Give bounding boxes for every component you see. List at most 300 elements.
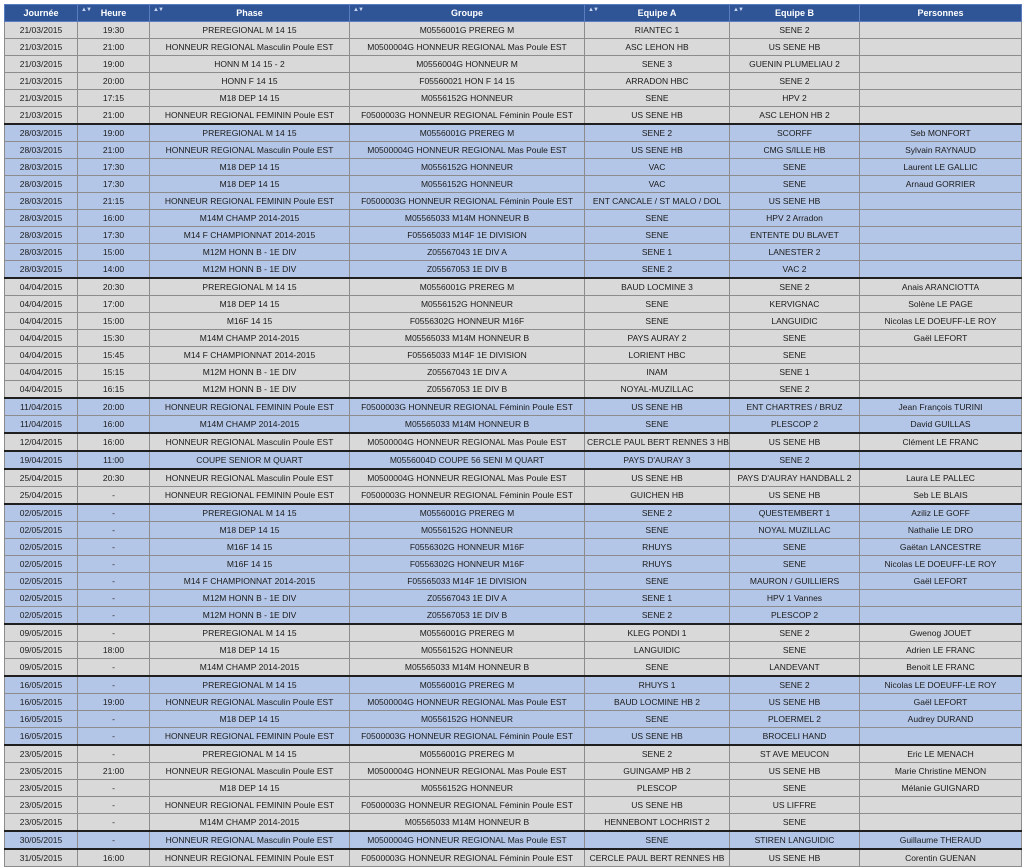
cell-equipe-b[interactable]: CMG S/ILLE HB <box>730 142 860 159</box>
table-row[interactable] <box>5 227 1022 244</box>
cell-phase[interactable]: M18 DEP 14 15 <box>150 642 350 659</box>
cell-heure[interactable]: 21:00 <box>78 763 150 780</box>
cell-journee[interactable]: 04/04/2015 <box>5 364 78 381</box>
cell-equipe-a[interactable]: RHUYS <box>585 539 730 556</box>
cell-journee[interactable]: 04/04/2015 <box>5 381 78 399</box>
cell-personnes[interactable]: Adrien LE FRANC <box>860 642 1022 659</box>
cell-personnes[interactable]: David GUILLAS <box>860 416 1022 434</box>
cell-equipe-b[interactable]: SENE 2 <box>730 73 860 90</box>
cell-equipe-b[interactable]: LANDEVANT <box>730 659 860 677</box>
cell-heure[interactable]: 19:30 <box>78 22 150 39</box>
cell-groupe[interactable]: F05565033 M14F 1E DIVISION <box>350 573 585 590</box>
table-row[interactable] <box>5 278 1022 296</box>
cell-equipe-a[interactable]: KLEG PONDI 1 <box>585 624 730 642</box>
cell-phase[interactable]: M16F 14 15 <box>150 556 350 573</box>
cell-heure[interactable]: - <box>78 607 150 625</box>
cell-journee[interactable]: 23/05/2015 <box>5 745 78 763</box>
cell-groupe[interactable]: M0556001G PREREG M <box>350 745 585 763</box>
cell-groupe[interactable]: Z05567043 1E DIV A <box>350 244 585 261</box>
table-row[interactable] <box>5 296 1022 313</box>
cell-journee[interactable]: 21/03/2015 <box>5 90 78 107</box>
cell-journee[interactable]: 04/04/2015 <box>5 296 78 313</box>
cell-heure[interactable]: 20:30 <box>78 469 150 487</box>
cell-equipe-b[interactable]: US SENE HB <box>730 487 860 505</box>
cell-journee[interactable]: 12/04/2015 <box>5 433 78 451</box>
cell-equipe-b[interactable]: PLESCOP 2 <box>730 607 860 625</box>
cell-heure[interactable]: - <box>78 573 150 590</box>
cell-personnes[interactable]: Clément LE FRANC <box>860 433 1022 451</box>
table-row[interactable] <box>5 624 1022 642</box>
table-row[interactable] <box>5 159 1022 176</box>
cell-groupe[interactable]: F0500003G HONNEUR REGIONAL Féminin Poule EST <box>350 728 585 746</box>
cell-personnes[interactable]: Corentin GUENAN <box>860 849 1022 867</box>
cell-equipe-a[interactable]: SENE <box>585 416 730 434</box>
table-row[interactable] <box>5 364 1022 381</box>
header-journee[interactable]: Journée <box>5 5 78 22</box>
cell-equipe-a[interactable]: LANGUIDIC <box>585 642 730 659</box>
cell-journee[interactable]: 02/05/2015 <box>5 522 78 539</box>
cell-groupe[interactable]: Z05567053 1E DIV B <box>350 607 585 625</box>
cell-equipe-a[interactable]: US SENE HB <box>585 398 730 416</box>
cell-heure[interactable]: - <box>78 728 150 746</box>
cell-groupe[interactable]: M0500004G HONNEUR REGIONAL Mas Poule EST <box>350 694 585 711</box>
header-equipe-a[interactable]: ▲▼ Equipe A <box>585 5 730 22</box>
cell-personnes[interactable] <box>860 814 1022 832</box>
table-row[interactable] <box>5 469 1022 487</box>
cell-equipe-a[interactable]: SENE 2 <box>585 745 730 763</box>
table-row[interactable] <box>5 313 1022 330</box>
cell-equipe-a[interactable]: SENE 1 <box>585 590 730 607</box>
table-row[interactable] <box>5 22 1022 39</box>
cell-equipe-b[interactable]: STIREN LANGUIDIC <box>730 831 860 849</box>
cell-groupe[interactable]: M0556152G HONNEUR <box>350 522 585 539</box>
cell-journee[interactable]: 28/03/2015 <box>5 193 78 210</box>
cell-phase[interactable]: M12M HONN B - 1E DIV <box>150 607 350 625</box>
cell-journee[interactable]: 28/03/2015 <box>5 124 78 142</box>
cell-groupe[interactable]: F0500003G HONNEUR REGIONAL Féminin Poule EST <box>350 107 585 125</box>
cell-equipe-b[interactable]: HPV 2 <box>730 90 860 107</box>
cell-personnes[interactable] <box>860 210 1022 227</box>
cell-journee[interactable]: 19/04/2015 <box>5 451 78 469</box>
cell-equipe-a[interactable]: GUINGAMP HB 2 <box>585 763 730 780</box>
cell-groupe[interactable]: Z05567043 1E DIV A <box>350 590 585 607</box>
cell-equipe-a[interactable]: PAYS AURAY 2 <box>585 330 730 347</box>
cell-groupe[interactable]: M05565033 M14M HONNEUR B <box>350 659 585 677</box>
cell-personnes[interactable] <box>860 261 1022 279</box>
cell-phase[interactable]: PREREGIONAL M 14 15 <box>150 624 350 642</box>
cell-phase[interactable]: M18 DEP 14 15 <box>150 176 350 193</box>
header-personnes[interactable]: Personnes <box>860 5 1022 22</box>
header-phase[interactable]: ▲▼ Phase <box>150 5 350 22</box>
cell-personnes[interactable] <box>860 590 1022 607</box>
cell-equipe-b[interactable]: HPV 2 Arradon <box>730 210 860 227</box>
cell-journee[interactable]: 25/04/2015 <box>5 487 78 505</box>
cell-heure[interactable]: 17:15 <box>78 90 150 107</box>
cell-equipe-a[interactable]: CERCLE PAUL BERT RENNES 3 HB <box>585 433 730 451</box>
cell-groupe[interactable]: M0556152G HONNEUR <box>350 159 585 176</box>
cell-groupe[interactable]: F0500003G HONNEUR REGIONAL Féminin Poule EST <box>350 193 585 210</box>
cell-equipe-a[interactable]: GUICHEN HB <box>585 487 730 505</box>
cell-journee[interactable]: 21/03/2015 <box>5 107 78 125</box>
cell-equipe-a[interactable]: SENE 2 <box>585 261 730 279</box>
table-row[interactable] <box>5 210 1022 227</box>
table-row[interactable] <box>5 433 1022 451</box>
cell-heure[interactable]: 16:00 <box>78 433 150 451</box>
cell-equipe-b[interactable]: SENE <box>730 539 860 556</box>
cell-journee[interactable]: 21/03/2015 <box>5 22 78 39</box>
cell-heure[interactable]: - <box>78 659 150 677</box>
cell-equipe-a[interactable]: SENE 2 <box>585 504 730 522</box>
cell-journee[interactable]: 16/05/2015 <box>5 694 78 711</box>
table-row[interactable] <box>5 124 1022 142</box>
cell-groupe[interactable]: M0556152G HONNEUR <box>350 176 585 193</box>
cell-phase[interactable]: PREREGIONAL M 14 15 <box>150 124 350 142</box>
cell-equipe-a[interactable]: SENE 1 <box>585 244 730 261</box>
cell-phase[interactable]: HONNEUR REGIONAL Masculin Poule EST <box>150 694 350 711</box>
cell-equipe-b[interactable]: SENE <box>730 642 860 659</box>
cell-equipe-a[interactable]: US SENE HB <box>585 107 730 125</box>
table-row[interactable] <box>5 451 1022 469</box>
cell-equipe-a[interactable]: VAC <box>585 176 730 193</box>
cell-personnes[interactable]: Gwenog JOUET <box>860 624 1022 642</box>
cell-groupe[interactable]: M0556001G PREREG M <box>350 624 585 642</box>
cell-equipe-a[interactable]: HENNEBONT LOCHRIST 2 <box>585 814 730 832</box>
cell-phase[interactable]: M14M CHAMP 2014-2015 <box>150 814 350 832</box>
cell-groupe[interactable]: M0556001G PREREG M <box>350 504 585 522</box>
cell-phase[interactable]: HONNEUR REGIONAL Masculin Poule EST <box>150 433 350 451</box>
cell-equipe-a[interactable]: SENE <box>585 210 730 227</box>
cell-phase[interactable]: M14M CHAMP 2014-2015 <box>150 210 350 227</box>
cell-heure[interactable]: - <box>78 539 150 556</box>
cell-phase[interactable]: M18 DEP 14 15 <box>150 780 350 797</box>
cell-equipe-a[interactable]: BAUD LOCMINE 3 <box>585 278 730 296</box>
table-row[interactable] <box>5 39 1022 56</box>
cell-heure[interactable]: 17:30 <box>78 159 150 176</box>
cell-journee[interactable]: 21/03/2015 <box>5 73 78 90</box>
cell-heure[interactable]: - <box>78 522 150 539</box>
cell-equipe-a[interactable]: SENE <box>585 313 730 330</box>
cell-phase[interactable]: HONNEUR REGIONAL FEMININ Poule EST <box>150 107 350 125</box>
cell-equipe-b[interactable]: PLESCOP 2 <box>730 416 860 434</box>
table-row[interactable] <box>5 347 1022 364</box>
cell-personnes[interactable]: Nicolas LE DOEUFF-LE ROY <box>860 313 1022 330</box>
cell-journee[interactable]: 09/05/2015 <box>5 642 78 659</box>
cell-equipe-a[interactable]: RIANTEC 1 <box>585 22 730 39</box>
cell-equipe-b[interactable]: ASC LEHON HB 2 <box>730 107 860 125</box>
cell-heure[interactable]: - <box>78 711 150 728</box>
cell-groupe[interactable]: F0500003G HONNEUR REGIONAL Féminin Poule EST <box>350 849 585 867</box>
cell-journee[interactable]: 28/03/2015 <box>5 159 78 176</box>
cell-equipe-b[interactable]: SENE <box>730 176 860 193</box>
cell-equipe-a[interactable]: SENE <box>585 573 730 590</box>
cell-personnes[interactable]: Laurent LE GALLIC <box>860 159 1022 176</box>
cell-heure[interactable]: - <box>78 797 150 814</box>
cell-groupe[interactable]: M0556152G HONNEUR <box>350 711 585 728</box>
cell-phase[interactable]: PREREGIONAL M 14 15 <box>150 278 350 296</box>
cell-equipe-b[interactable]: SENE 2 <box>730 22 860 39</box>
table-row[interactable] <box>5 73 1022 90</box>
cell-personnes[interactable]: Arnaud GORRIER <box>860 176 1022 193</box>
cell-heure[interactable]: 21:00 <box>78 107 150 125</box>
cell-equipe-b[interactable]: SENE <box>730 556 860 573</box>
cell-equipe-b[interactable]: NOYAL MUZILLAC <box>730 522 860 539</box>
cell-equipe-b[interactable]: US LIFFRE <box>730 797 860 814</box>
cell-groupe[interactable]: F05565033 M14F 1E DIVISION <box>350 227 585 244</box>
table-row[interactable] <box>5 244 1022 261</box>
cell-equipe-a[interactable]: ASC LEHON HB <box>585 39 730 56</box>
cell-groupe[interactable]: M0500004G HONNEUR REGIONAL Mas Poule EST <box>350 831 585 849</box>
table-row[interactable] <box>5 398 1022 416</box>
cell-groupe[interactable]: F0556302G HONNEUR M16F <box>350 556 585 573</box>
cell-equipe-b[interactable]: SENE 2 <box>730 676 860 694</box>
table-row[interactable] <box>5 330 1022 347</box>
cell-equipe-a[interactable]: US SENE HB <box>585 728 730 746</box>
cell-groupe[interactable]: M0500004G HONNEUR REGIONAL Mas Poule EST <box>350 469 585 487</box>
table-row[interactable] <box>5 556 1022 573</box>
cell-phase[interactable]: PREREGIONAL M 14 15 <box>150 504 350 522</box>
cell-groupe[interactable]: F05565033 M14F 1E DIVISION <box>350 347 585 364</box>
cell-journee[interactable]: 28/03/2015 <box>5 142 78 159</box>
cell-equipe-b[interactable]: US SENE HB <box>730 193 860 210</box>
cell-phase[interactable]: M18 DEP 14 15 <box>150 159 350 176</box>
cell-phase[interactable]: M14 F CHAMPIONNAT 2014-2015 <box>150 227 350 244</box>
cell-journee[interactable]: 23/05/2015 <box>5 797 78 814</box>
cell-journee[interactable]: 11/04/2015 <box>5 398 78 416</box>
cell-journee[interactable]: 23/05/2015 <box>5 763 78 780</box>
cell-personnes[interactable]: Eric LE MENACH <box>860 745 1022 763</box>
header-groupe[interactable]: ▲▼ Groupe <box>350 5 585 22</box>
cell-equipe-b[interactable]: SENE 2 <box>730 278 860 296</box>
table-row[interactable] <box>5 711 1022 728</box>
cell-equipe-b[interactable]: SENE 2 <box>730 624 860 642</box>
sort-filter-icon[interactable]: ▲▼ <box>353 7 363 13</box>
cell-personnes[interactable] <box>860 39 1022 56</box>
table-row[interactable] <box>5 797 1022 814</box>
sort-filter-icon[interactable]: ▲▼ <box>81 7 91 13</box>
cell-equipe-a[interactable]: SENE <box>585 659 730 677</box>
cell-personnes[interactable] <box>860 451 1022 469</box>
cell-heure[interactable]: - <box>78 676 150 694</box>
cell-groupe[interactable]: F0500003G HONNEUR REGIONAL Féminin Poule EST <box>350 398 585 416</box>
cell-personnes[interactable]: Nicolas LE DOEUFF-LE ROY <box>860 676 1022 694</box>
table-row[interactable] <box>5 607 1022 625</box>
cell-equipe-b[interactable]: PAYS D'AURAY HANDBALL 2 <box>730 469 860 487</box>
cell-groupe[interactable]: Z05567043 1E DIV A <box>350 364 585 381</box>
table-row[interactable] <box>5 728 1022 746</box>
cell-equipe-a[interactable]: SENE <box>585 296 730 313</box>
cell-personnes[interactable] <box>860 90 1022 107</box>
cell-phase[interactable]: M14M CHAMP 2014-2015 <box>150 416 350 434</box>
cell-groupe[interactable]: M0556152G HONNEUR <box>350 642 585 659</box>
cell-personnes[interactable] <box>860 22 1022 39</box>
cell-equipe-a[interactable]: CERCLE PAUL BERT RENNES HB <box>585 849 730 867</box>
cell-phase[interactable]: HONNEUR REGIONAL FEMININ Poule EST <box>150 797 350 814</box>
cell-heure[interactable]: 19:00 <box>78 694 150 711</box>
cell-personnes[interactable] <box>860 607 1022 625</box>
cell-phase[interactable]: PREREGIONAL M 14 15 <box>150 676 350 694</box>
cell-journee[interactable]: 04/04/2015 <box>5 347 78 364</box>
cell-phase[interactable]: HONNEUR REGIONAL FEMININ Poule EST <box>150 728 350 746</box>
cell-heure[interactable]: 16:00 <box>78 849 150 867</box>
cell-groupe[interactable]: Z05567053 1E DIV B <box>350 261 585 279</box>
cell-personnes[interactable]: Gaël LEFORT <box>860 330 1022 347</box>
cell-equipe-b[interactable]: SENE <box>730 159 860 176</box>
table-row[interactable] <box>5 176 1022 193</box>
cell-equipe-a[interactable]: RHUYS 1 <box>585 676 730 694</box>
cell-heure[interactable]: 11:00 <box>78 451 150 469</box>
cell-phase[interactable]: HONNEUR REGIONAL FEMININ Poule EST <box>150 398 350 416</box>
cell-groupe[interactable]: M0556152G HONNEUR <box>350 296 585 313</box>
cell-heure[interactable]: - <box>78 831 150 849</box>
cell-phase[interactable]: M12M HONN B - 1E DIV <box>150 381 350 399</box>
cell-equipe-b[interactable]: KERVIGNAC <box>730 296 860 313</box>
cell-equipe-a[interactable]: US SENE HB <box>585 469 730 487</box>
cell-groupe[interactable]: M0556001G PREREG M <box>350 22 585 39</box>
cell-equipe-a[interactable]: SENE <box>585 711 730 728</box>
cell-phase[interactable]: M12M HONN B - 1E DIV <box>150 590 350 607</box>
cell-journee[interactable]: 21/03/2015 <box>5 56 78 73</box>
cell-phase[interactable]: M18 DEP 14 15 <box>150 296 350 313</box>
cell-heure[interactable]: - <box>78 780 150 797</box>
cell-equipe-b[interactable]: GUENIN PLUMELIAU 2 <box>730 56 860 73</box>
cell-personnes[interactable]: Gaël LEFORT <box>860 573 1022 590</box>
cell-personnes[interactable]: Gaëtan LANCESTRE <box>860 539 1022 556</box>
cell-groupe[interactable]: M05565033 M14M HONNEUR B <box>350 330 585 347</box>
table-row[interactable] <box>5 780 1022 797</box>
cell-personnes[interactable]: Mélanie GUIGNARD <box>860 780 1022 797</box>
cell-journee[interactable]: 02/05/2015 <box>5 590 78 607</box>
cell-personnes[interactable] <box>860 73 1022 90</box>
cell-personnes[interactable]: Seb MONFORT <box>860 124 1022 142</box>
cell-equipe-b[interactable]: SENE <box>730 330 860 347</box>
cell-equipe-a[interactable]: SENE <box>585 831 730 849</box>
header-heure[interactable]: ▲▼ Heure <box>78 5 150 22</box>
cell-heure[interactable]: 20:00 <box>78 398 150 416</box>
table-row[interactable] <box>5 416 1022 434</box>
cell-groupe[interactable]: Z05567053 1E DIV B <box>350 381 585 399</box>
cell-heure[interactable]: - <box>78 487 150 505</box>
cell-equipe-a[interactable]: SENE 3 <box>585 56 730 73</box>
cell-heure[interactable]: 21:00 <box>78 39 150 56</box>
cell-phase[interactable]: COUPE SENIOR M QUART <box>150 451 350 469</box>
cell-phase[interactable]: M18 DEP 14 15 <box>150 711 350 728</box>
cell-equipe-a[interactable]: SENE <box>585 522 730 539</box>
cell-equipe-a[interactable]: PLESCOP <box>585 780 730 797</box>
cell-journee[interactable]: 02/05/2015 <box>5 556 78 573</box>
table-row[interactable] <box>5 676 1022 694</box>
cell-heure[interactable]: 15:45 <box>78 347 150 364</box>
table-row[interactable] <box>5 745 1022 763</box>
sort-filter-icon[interactable]: ▲▼ <box>588 7 598 13</box>
cell-personnes[interactable] <box>860 193 1022 210</box>
cell-equipe-b[interactable]: BROCELI HAND <box>730 728 860 746</box>
cell-equipe-b[interactable]: SENE 2 <box>730 381 860 399</box>
cell-phase[interactable]: HONN F 14 15 <box>150 73 350 90</box>
cell-personnes[interactable]: Benoit LE FRANC <box>860 659 1022 677</box>
cell-personnes[interactable] <box>860 107 1022 125</box>
cell-phase[interactable]: M12M HONN B - 1E DIV <box>150 364 350 381</box>
cell-groupe[interactable]: M05565033 M14M HONNEUR B <box>350 416 585 434</box>
cell-equipe-b[interactable]: US SENE HB <box>730 763 860 780</box>
cell-groupe[interactable]: M0556001G PREREG M <box>350 278 585 296</box>
cell-groupe[interactable]: M0500004G HONNEUR REGIONAL Mas Poule EST <box>350 763 585 780</box>
cell-heure[interactable]: 15:15 <box>78 364 150 381</box>
cell-journee[interactable]: 04/04/2015 <box>5 278 78 296</box>
cell-journee[interactable]: 04/04/2015 <box>5 330 78 347</box>
table-row[interactable] <box>5 142 1022 159</box>
cell-phase[interactable]: HONNEUR REGIONAL Masculin Poule EST <box>150 142 350 159</box>
cell-personnes[interactable]: Marie Christine MENON <box>860 763 1022 780</box>
cell-phase[interactable]: M12M HONN B - 1E DIV <box>150 244 350 261</box>
cell-heure[interactable]: 19:00 <box>78 124 150 142</box>
cell-heure[interactable]: - <box>78 590 150 607</box>
cell-journee[interactable]: 23/05/2015 <box>5 814 78 832</box>
cell-journee[interactable]: 02/05/2015 <box>5 607 78 625</box>
cell-journee[interactable]: 28/03/2015 <box>5 244 78 261</box>
cell-phase[interactable]: HONNEUR REGIONAL FEMININ Poule EST <box>150 487 350 505</box>
cell-heure[interactable]: 20:30 <box>78 278 150 296</box>
cell-equipe-a[interactable]: BAUD LOCMINE HB 2 <box>585 694 730 711</box>
cell-groupe[interactable]: F0556302G HONNEUR M16F <box>350 539 585 556</box>
cell-groupe[interactable]: F05560021 HON F 14 15 <box>350 73 585 90</box>
cell-equipe-b[interactable]: SENE <box>730 780 860 797</box>
cell-phase[interactable]: M14 F CHAMPIONNAT 2014-2015 <box>150 347 350 364</box>
cell-journee[interactable]: 21/03/2015 <box>5 39 78 56</box>
cell-heure[interactable]: 17:00 <box>78 296 150 313</box>
table-row[interactable] <box>5 193 1022 210</box>
table-row[interactable] <box>5 573 1022 590</box>
cell-heure[interactable]: 21:00 <box>78 142 150 159</box>
cell-equipe-a[interactable]: SENE 2 <box>585 124 730 142</box>
cell-heure[interactable]: - <box>78 556 150 573</box>
cell-equipe-a[interactable]: NOYAL-MUZILLAC <box>585 381 730 399</box>
cell-journee[interactable]: 16/05/2015 <box>5 676 78 694</box>
table-row[interactable] <box>5 381 1022 399</box>
cell-personnes[interactable] <box>860 797 1022 814</box>
table-row[interactable] <box>5 763 1022 780</box>
cell-equipe-a[interactable]: INAM <box>585 364 730 381</box>
cell-equipe-b[interactable]: US SENE HB <box>730 694 860 711</box>
cell-journee[interactable]: 28/03/2015 <box>5 210 78 227</box>
cell-personnes[interactable] <box>860 381 1022 399</box>
cell-heure[interactable]: 17:30 <box>78 227 150 244</box>
cell-phase[interactable]: M18 DEP 14 15 <box>150 90 350 107</box>
cell-groupe[interactable]: M05565033 M14M HONNEUR B <box>350 210 585 227</box>
cell-equipe-a[interactable]: VAC <box>585 159 730 176</box>
cell-personnes[interactable]: Audrey DURAND <box>860 711 1022 728</box>
cell-groupe[interactable]: F0500003G HONNEUR REGIONAL Féminin Poule EST <box>350 487 585 505</box>
cell-journee[interactable]: 02/05/2015 <box>5 504 78 522</box>
table-row[interactable] <box>5 814 1022 832</box>
cell-journee[interactable]: 23/05/2015 <box>5 780 78 797</box>
cell-equipe-b[interactable]: HPV 1 Vannes <box>730 590 860 607</box>
cell-heure[interactable]: 15:30 <box>78 330 150 347</box>
cell-heure[interactable]: 19:00 <box>78 56 150 73</box>
cell-journee[interactable]: 31/05/2015 <box>5 849 78 867</box>
cell-heure[interactable]: - <box>78 745 150 763</box>
cell-personnes[interactable]: Solène LE PAGE <box>860 296 1022 313</box>
table-row[interactable] <box>5 107 1022 125</box>
cell-equipe-b[interactable]: SCORFF <box>730 124 860 142</box>
cell-personnes[interactable]: Gaël LEFORT <box>860 694 1022 711</box>
cell-personnes[interactable]: Guillaume THERAUD <box>860 831 1022 849</box>
cell-equipe-b[interactable]: LANESTER 2 <box>730 244 860 261</box>
cell-groupe[interactable]: M0556001G PREREG M <box>350 124 585 142</box>
cell-equipe-b[interactable]: US SENE HB <box>730 433 860 451</box>
cell-groupe[interactable]: M0556001G PREREG M <box>350 676 585 694</box>
table-row[interactable] <box>5 90 1022 107</box>
cell-personnes[interactable]: Aziliz LE GOFF <box>860 504 1022 522</box>
